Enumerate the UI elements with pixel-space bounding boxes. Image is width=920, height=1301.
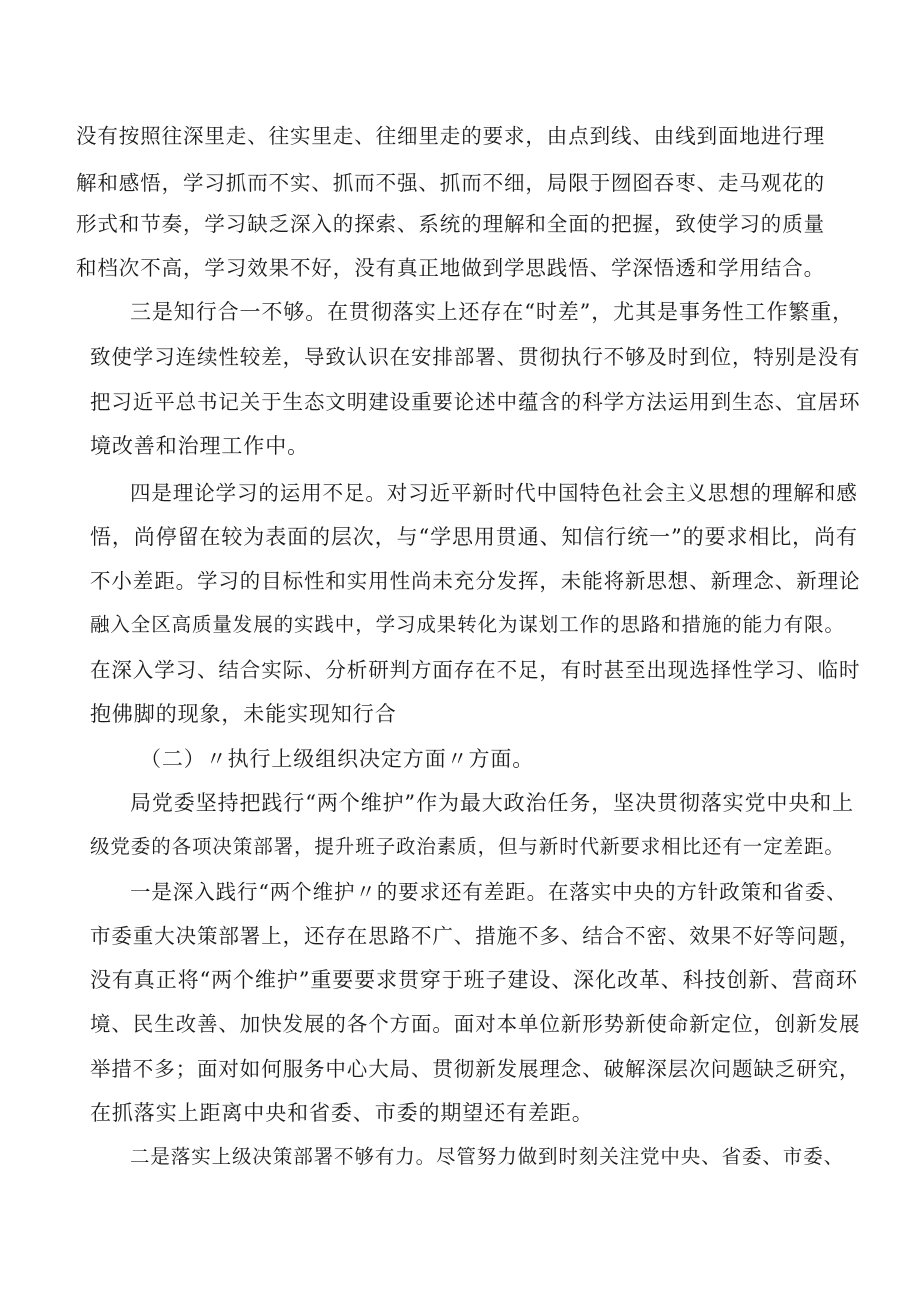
text-line: 致使学习连续性较差，导致认识在安排部署、贯彻执行不够及时到位，特别是没有 [90,345,861,369]
text-line: 在深入学习、结合实际、分析研判方面存在不足，有时甚至出现选择性学习、临时 [90,658,861,682]
text-line: 不小差距。学习的目标性和实用性尚未充分发挥，未能将新思想、新理念、新理论 [90,569,861,593]
text-line: 融入全区高质量发展的实践中，学习成果转化为谋划工作的思路和措施的能力有限。 [90,613,845,636]
text-line: 举措不多；面对如何服务中心大局、贯彻新发展理念、破解深层次问题缺乏研究， [90,1057,861,1081]
text-line: 一是深入践行“两个维护〃的要求还有差距。在落实中央的方针政策和省委、 [130,880,848,904]
section-heading: （二）〃执行上级组织决定方面〃方面。 [140,747,535,771]
text-line: 没有真正将“两个维护”重要要求贯穿于班子建设、深化改革、科技创新、营商环 [90,968,858,992]
text-line: 没有按照往深里走、往实里走、往细里走的要求，由点到线、由线到面地进行理 [76,124,825,148]
text-line: 境改善和治理工作中。 [90,434,309,458]
text-line: 把习近平总书记关于生态文明建设重要论述中蕴含的科学方法运用到生态、宜居环 [90,390,861,414]
text-line: 三是知行合一不够。在贯彻落实上还存在“时差”，尤其是事务性工作繁重， [130,300,855,324]
text-line: 抱佛脚的现象，未能实现知行合 [90,702,397,726]
text-line: 二是落实上级决策部署不够有力。尽管努力做到时刻关注党中央、省委、市委、 [130,1145,845,1168]
text-line: 局党委坚持把践行“两个维护”作为最大政治任务，坚决贯彻落实党中央和上 [130,791,855,815]
text-line: 形式和节奏，学习缺乏深入的探索、系统的理解和全面的把握，致使学习的质量 [76,212,825,236]
text-line: 解和感悟，学习抓而不实、抓而不强、抓而不细，局限于囫囵吞枣、走马观花的 [76,171,825,195]
text-line: 四是理论学习的运用不足。对习近平新时代中国特色社会主义思想的理解和感 [130,481,858,505]
text-line: 级党委的各项决策部署，提升班子政治素质，但与新时代新要求相比还有一定差距。 [90,835,845,858]
text-line: 在抓落实上距离中央和省委、市委的期望还有差距。 [90,1101,594,1125]
text-line: 市委重大决策部署上，还存在思路不广、措施不多、结合不密、效果不好等问题， [90,924,861,948]
text-line: 和档次不高，学习效果不好，没有真正地做到学思践悟、学深悟透和学用结合。 [76,256,825,280]
text-line: 悟，尚停留在较为表面的层次，与“学思用贯通、知信行统一”的要求相比，尚有 [90,525,858,549]
text-line: 境、民生改善、加快发展的各个方面。面对本单位新形势新使命新定位，创新发展 [90,1012,861,1036]
